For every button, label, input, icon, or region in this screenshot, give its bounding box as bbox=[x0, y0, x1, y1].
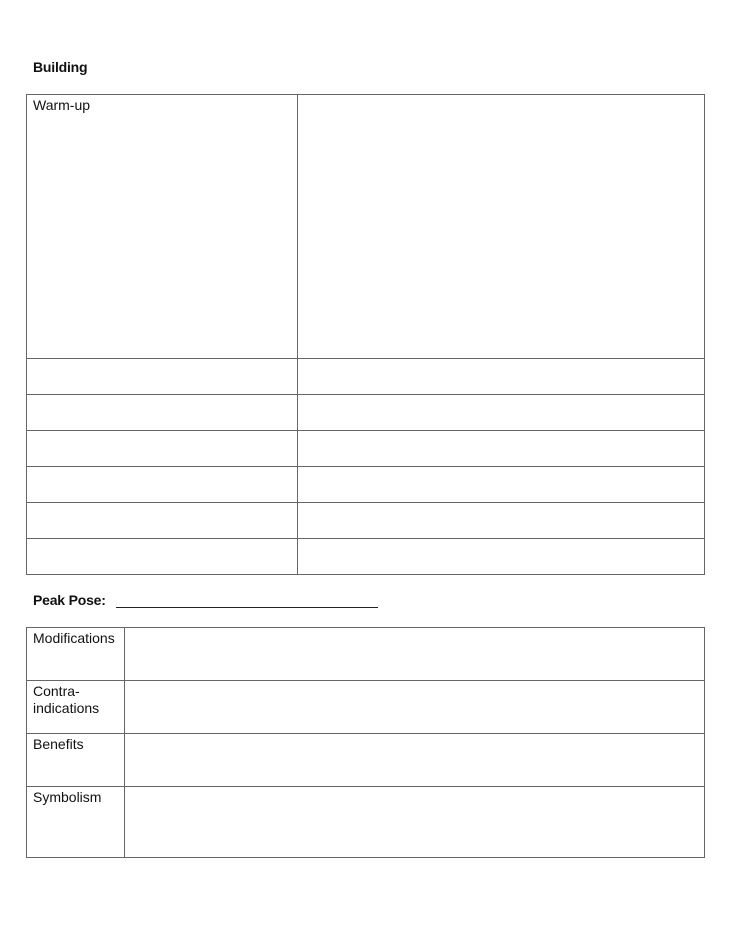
pose-name-cell[interactable] bbox=[27, 431, 298, 467]
warm-up-label: Warm-up bbox=[33, 97, 91, 113]
building-table bbox=[26, 94, 705, 575]
pose-name-cell[interactable] bbox=[27, 359, 298, 395]
pose-name-cell[interactable] bbox=[27, 395, 298, 431]
table-row bbox=[27, 628, 705, 681]
table-row bbox=[27, 431, 705, 467]
pose-notes-cell[interactable] bbox=[298, 359, 705, 395]
building-heading: Building bbox=[33, 59, 88, 75]
benefits-label-cell bbox=[27, 734, 125, 787]
peak-pose-blank-line[interactable] bbox=[116, 593, 378, 608]
pose-name-cell[interactable] bbox=[27, 539, 298, 575]
table-row bbox=[27, 395, 705, 431]
table-row bbox=[27, 95, 705, 359]
pose-notes-cell[interactable] bbox=[298, 431, 705, 467]
pose-notes-cell[interactable] bbox=[298, 503, 705, 539]
table-row bbox=[27, 787, 705, 858]
pose-notes-cell[interactable] bbox=[298, 539, 705, 575]
table-row bbox=[27, 467, 705, 503]
benefits-label: Benefits bbox=[33, 736, 84, 752]
peak-pose-table bbox=[26, 627, 705, 858]
modifications-label: Modifications bbox=[33, 630, 115, 646]
symbolism-label: Symbolism bbox=[33, 789, 102, 805]
peak-pose-heading: Peak Pose: bbox=[33, 592, 106, 608]
table-row bbox=[27, 359, 705, 395]
pose-notes-cell[interactable] bbox=[298, 395, 705, 431]
warm-up-label-cell bbox=[27, 95, 298, 359]
table-row bbox=[27, 681, 705, 734]
symbolism-entry-cell[interactable] bbox=[125, 787, 705, 858]
warm-up-entry-cell[interactable] bbox=[298, 95, 705, 359]
modifications-label-cell bbox=[27, 628, 125, 681]
table-row bbox=[27, 734, 705, 787]
symbolism-label-cell bbox=[27, 787, 125, 858]
pose-name-cell[interactable] bbox=[27, 503, 298, 539]
benefits-entry-cell[interactable] bbox=[125, 734, 705, 787]
contraindications-label-cell bbox=[27, 681, 125, 734]
contraindications-entry-cell[interactable] bbox=[125, 681, 705, 734]
modifications-entry-cell[interactable] bbox=[125, 628, 705, 681]
table-row bbox=[27, 503, 705, 539]
pose-notes-cell[interactable] bbox=[298, 467, 705, 503]
table-row bbox=[27, 539, 705, 575]
peak-pose-row bbox=[33, 592, 378, 608]
contraindications-label: Contra- indications bbox=[33, 683, 100, 716]
pose-name-cell[interactable] bbox=[27, 467, 298, 503]
